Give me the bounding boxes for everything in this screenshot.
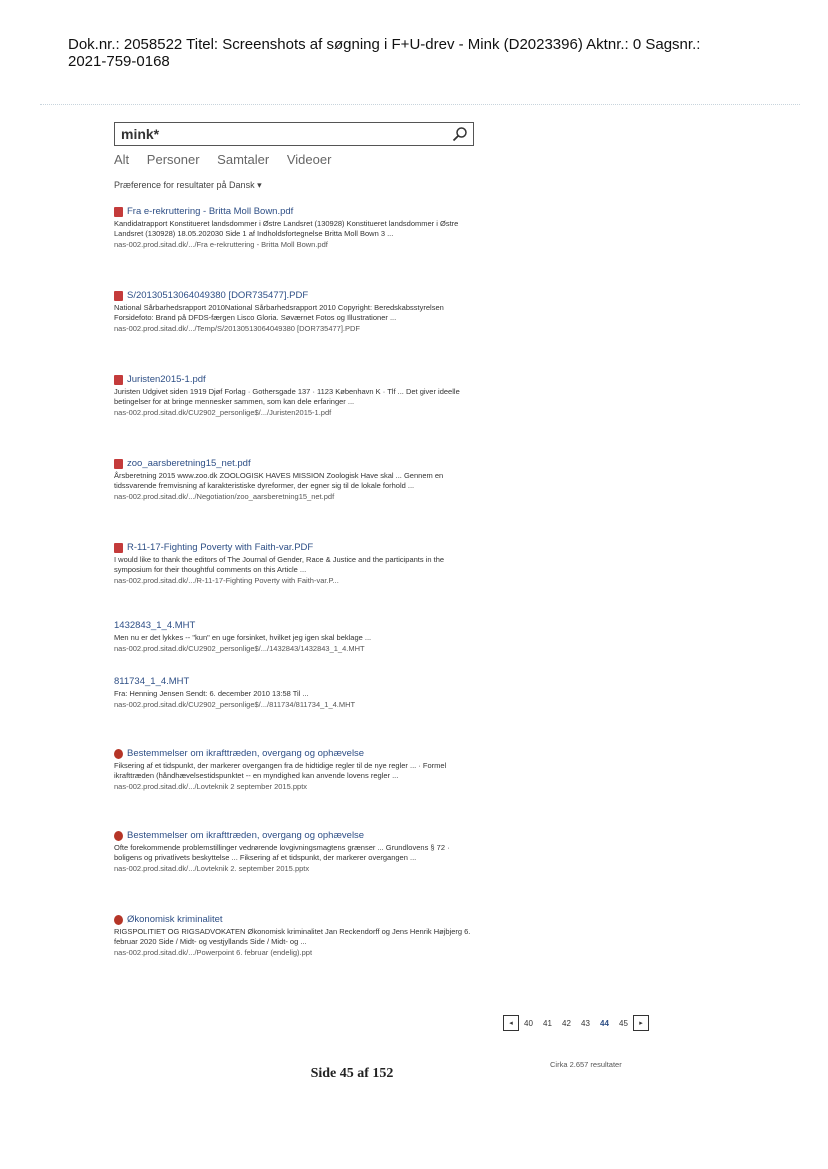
result-snippet: Årsberetning 2015 www.zoo.dk ZOOLOGISK HAVES MISSION Zoologisk Have skal ... Gennem en tidssvarende fremvisning af karakteristiske dyreformer, der egner sig til de lokale forhold ...	[114, 471, 444, 490]
page-link[interactable]: 42	[562, 1018, 571, 1028]
result-snippet: Men nu er det lykkes -- "kun" en uge forsinket, hvilket jeg igen skal beklage ...	[114, 633, 372, 642]
result-title-link[interactable]	[114, 458, 484, 469]
divider	[40, 104, 800, 105]
result-url[interactable]: nas-002.prod.sitad.dk/.../Lovteknik 2 september 2015.pptx	[114, 782, 308, 791]
search-input[interactable]	[114, 122, 474, 146]
tab-all[interactable]: Alt	[114, 152, 130, 167]
result-snippet: I would like to thank the editors of The Journal of Gender, Race & Justice and the participants in the symposium for their thoughtful comments on this Article ...	[114, 555, 445, 574]
document-header-line2: 2021-759-0168	[68, 53, 170, 70]
result-title-text: Juristen2015-1.pdf	[127, 374, 206, 385]
result-snippet: Fra: Henning Jensen Sendt: 6. december 2010 13:58 Til ...	[114, 689, 309, 698]
search-result	[114, 290, 484, 333]
search-tabs	[114, 152, 345, 167]
page-footer: Side 45 af 152	[310, 1066, 394, 1081]
result-title-text: zoo_aarsberetning15_net.pdf	[127, 458, 251, 469]
tab-people[interactable]: Personer	[146, 152, 200, 167]
result-snippet: National Sårbarhedsrapport 2010National Sårbarhedsrapport 2010 Copyright: Beredskabsstyrelsen Forsidefoto: Brand på DFDS-færgen Lisco Gloria. Søværnet Fotos og Illustrationer ...	[114, 303, 444, 322]
next-page-button[interactable]: ▸	[633, 1015, 649, 1031]
result-snippet: Kandidatrapport Konstitueret landsdommer i Østre Landsret (130928) Konstitueret landsdommer i Østre Landsret (130928) 18.05.202030 Side 1 af Indholdsfortegnelse Britta Moll Bown 3 ...	[114, 219, 459, 238]
result-title-link[interactable]	[114, 620, 484, 631]
result-url[interactable]: nas-002.prod.sitad.dk/CU2902_personlige$/.../1432843/1432843_1_4.MHT	[114, 644, 365, 653]
result-title-text: Bestemmelser om ikrafttræden, overgang og ophævelse	[127, 748, 365, 759]
result-title-link[interactable]	[114, 542, 484, 553]
document-header	[68, 36, 788, 70]
current-page[interactable]: 44	[600, 1018, 609, 1028]
page-link[interactable]: 45	[619, 1018, 628, 1028]
result-title-link[interactable]	[114, 374, 484, 385]
pagination	[503, 1014, 649, 1032]
pdf-file-icon	[114, 543, 123, 553]
powerpoint-file-icon	[114, 915, 123, 925]
result-url[interactable]: nas-002.prod.sitad.dk/.../Negotiation/zoo_aarsberetning15_net.pdf	[114, 492, 335, 501]
result-title-text: 1432843_1_4.MHT	[114, 620, 196, 631]
powerpoint-file-icon	[114, 831, 123, 841]
result-title-link[interactable]	[114, 676, 484, 687]
result-count: Cirka 2.657 resultater	[550, 1060, 622, 1069]
search-query: mink*	[121, 126, 160, 142]
page-link[interactable]: 40	[524, 1018, 533, 1028]
page-link[interactable]: 43	[581, 1018, 590, 1028]
result-url[interactable]: nas-002.prod.sitad.dk/CU2902_personlige$/.../Juristen2015-1.pdf	[114, 408, 332, 417]
result-url[interactable]: nas-002.prod.sitad.dk/CU2902_personlige$/.../811734/811734_1_4.MHT	[114, 700, 356, 709]
result-title-link[interactable]	[114, 206, 484, 217]
language-preference[interactable]: Præference for resultater på Dansk ▾	[114, 180, 262, 190]
result-url[interactable]: nas-002.prod.sitad.dk/.../Lovteknik 2. september 2015.pptx	[114, 864, 310, 873]
result-title-link[interactable]	[114, 290, 484, 301]
tab-conversations[interactable]: Samtaler	[217, 152, 270, 167]
result-title-text: Bestemmelser om ikrafttræden, overgang og ophævelse	[127, 830, 365, 841]
search-result	[114, 620, 484, 653]
result-snippet: RIGSPOLITIET OG RIGSADVOKATEN Økonomisk kriminalitet Jan Reckendorff og Jens Henrik Højbjerg 6. februar 2020 Side / Midt- og vestjyllands Side / Midt- og ...	[114, 927, 471, 946]
result-title-text: Fra e-rekruttering - Britta Moll Bown.pdf	[127, 206, 294, 217]
result-url[interactable]: nas-002.prod.sitad.dk/.../Temp/S/20130513064049380 [DOR735477].PDF	[114, 324, 360, 333]
result-url[interactable]: nas-002.prod.sitad.dk/.../Powerpoint 6. februar (endelig).ppt	[114, 948, 313, 957]
result-title-link[interactable]	[114, 914, 484, 925]
result-snippet: Juristen Udgivet siden 1919 Djøf Forlag · Gothersgade 137 · 1123 København K · Tlf ... Det giver ideelle betingelser for at bringe mennesker sammen, som kan dele erfaringer ...	[114, 387, 460, 406]
result-snippet: Ofte forekommende problemstillinger vedrørende lovgivningsmagtens grænser ... Grundlovens § 72 · boligens og privatlivets beskyttelse ... Fiksering af et tidspunkt, der markerer overgangen ...	[114, 843, 450, 862]
search-result	[114, 458, 484, 501]
powerpoint-file-icon	[114, 749, 123, 759]
result-title-text: Økonomisk kriminalitet	[127, 914, 223, 925]
result-title-text: 811734_1_4.MHT	[114, 676, 190, 687]
pdf-file-icon	[114, 291, 123, 301]
search-result	[114, 206, 484, 249]
result-snippet: Fiksering af et tidspunkt, der markerer overgangen fra de hidtidige regler til de nye regler ... · Formel ikrafttræden (håndhævelsestidspunktet -- en myndighed kan anvende lovens regler ...	[114, 761, 447, 780]
pdf-file-icon	[114, 459, 123, 469]
pdf-file-icon	[114, 375, 123, 385]
result-url[interactable]: nas-002.prod.sitad.dk/.../R-11-17-Fighting Poverty with Faith-var.P...	[114, 576, 339, 585]
search-result	[114, 830, 484, 873]
search-result	[114, 914, 484, 957]
tab-videos[interactable]: Videoer	[286, 152, 332, 167]
search-icon[interactable]	[452, 126, 468, 142]
document-header-line1: Dok.nr.: 2058522 Titel: Screenshots af søgning i F+U-drev - Mink (D2023396) Aktnr.: 0 Sagsnr.:	[68, 36, 701, 53]
search-result	[114, 676, 484, 709]
search-result	[114, 748, 484, 791]
result-title-link[interactable]	[114, 830, 484, 841]
result-title-link[interactable]	[114, 748, 484, 759]
search-result	[114, 542, 484, 585]
page-link[interactable]: 41	[543, 1018, 552, 1028]
result-title-text: S/20130513064049380 [DOR735477].PDF	[127, 290, 309, 301]
pdf-file-icon	[114, 207, 123, 217]
search-result	[114, 374, 484, 417]
result-url[interactable]: nas-002.prod.sitad.dk/.../Fra e-rekruttering - Britta Moll Bown.pdf	[114, 240, 328, 249]
previous-page-button[interactable]: ◂	[503, 1015, 519, 1031]
result-title-text: R-11-17-Fighting Poverty with Faith-var.PDF	[127, 542, 314, 553]
